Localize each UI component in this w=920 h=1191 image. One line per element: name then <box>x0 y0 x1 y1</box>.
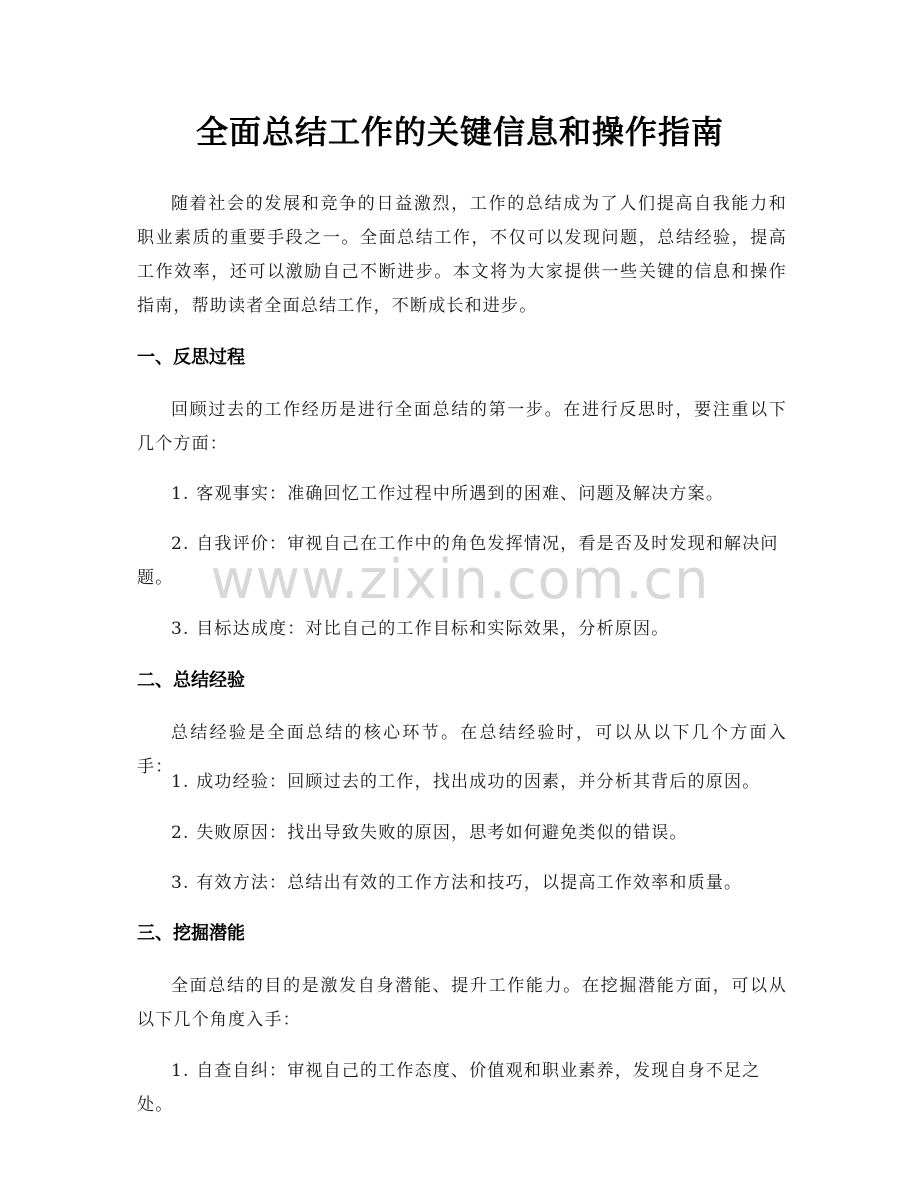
list-item: 2. 自我评价：审视自己在工作中的角色发挥情况，看是否及时发现和解决问题。 <box>137 534 779 588</box>
watermark: www.zixin.com.cn <box>210 548 710 611</box>
list-item: 1. 自查自纠：审视自己的工作态度、价值观和职业素养，发现自身不足之处。 <box>137 1061 761 1115</box>
list-item: 3. 目标达成度：对比自己的工作目标和实际效果，分析原因。 <box>171 619 670 639</box>
section-lead: 回顾过去的工作经历是进行全面总结的第一步。在进行反思时，要注重以下几个方面： <box>137 400 787 454</box>
list-item: 3. 有效方法：总结出有效的工作方法和技巧，以提高工作效率和质量。 <box>171 873 743 893</box>
list-item: 1. 成功经验：回顾过去的工作，找出成功的因素，并分析其背后的原因。 <box>171 772 761 792</box>
page-title: 全面总结工作的关键信息和操作指南 <box>195 113 724 151</box>
list-item: 2. 失败原因：找出导致失败的原因，思考如何避免类似的错误。 <box>171 823 688 843</box>
section-lead: 总结经验是全面总结的核心环节。在总结经验时，可以从以下几个方面入手： <box>137 723 787 777</box>
section-heading: 一、反思过程 <box>137 347 245 368</box>
section-lead: 全面总结的目的是激发自身潜能、提升工作能力。在挖掘潜能方面，可以从以下几个角度入手： <box>137 976 787 1030</box>
intro-paragraph: 随着社会的发展和竞争的日益激烈，工作的总结成为了人们提高自我能力和职业素质的重要手段之一。全面总结工作，不仅可以发现问题，总结经验，提高工作效率，还可以激励自己不断进步。本文将为大家提供一些关键的信息和操作指南，帮助读者全面总结工作，不断成长和进步。 <box>137 194 787 316</box>
section-heading: 三、挖掘潜能 <box>137 923 245 944</box>
section-heading: 二、总结经验 <box>137 670 245 691</box>
list-item: 1. 客观事实：准确回忆工作过程中所遇到的困难、问题及解决方案。 <box>171 484 725 504</box>
